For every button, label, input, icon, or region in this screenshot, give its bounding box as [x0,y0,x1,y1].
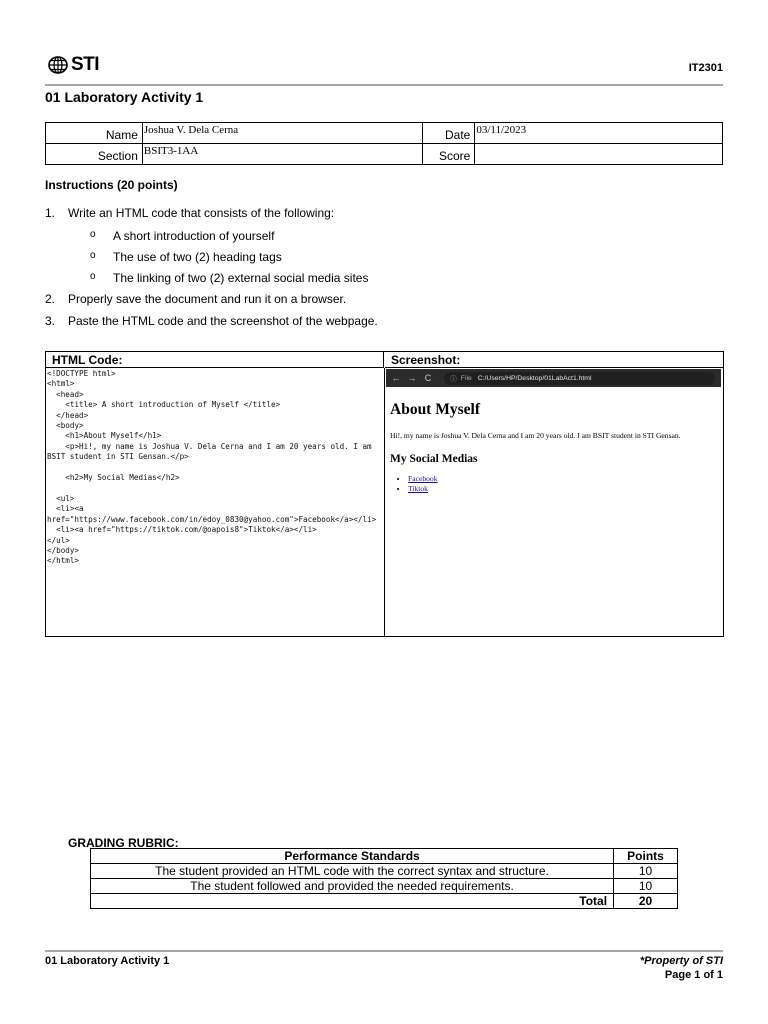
html-code-listing: <!DOCTYPE html> <html> <head> <title> A short introduction of Myself </title> </head> <body> <h1>About Myself</h1> <p>Hi!, my name is Joshua V. Dela Cerna and I am 20 years old. I am BSIT student in STI Gensan.</p> <h2>My Social Medias</h2> <ul> <li><a href="https://www.facebook.com/in/edoy_0830@yahoo.com">Facebook</a></li> <li><a href="https://tiktok.com/@oapois8">Tiktok</a></li> </ul> </body> </html> [47,369,377,566]
table-row [91,879,678,894]
score-label: Score [423,144,475,165]
page-paragraph: Hi!, my name is Joshua V. Dela Cerna and I am 20 years old. I am BSIT student in STI Gensan. [390,431,681,440]
forward-arrow-icon: → [407,373,417,383]
name-value: Joshua V. Dela Cerna [142,123,423,144]
col-header-points: Points [614,849,678,864]
back-arrow-icon: ← [391,373,401,383]
total-value: 20 [614,894,678,909]
page-subheading: My Social Medias [390,453,478,465]
reload-icon: C [424,373,432,383]
html-code-heading: HTML Code: [46,352,384,368]
bullet-icon: o [90,229,96,240]
list-item [408,484,717,494]
document-title: 01 Laboratory Activity 1 [45,89,204,105]
bullet-icon: o [90,271,96,282]
section-value: BSIT3-1AA [142,144,423,165]
info-icon: ⓘ [450,376,457,383]
url-text: C:/Users/HP/Desktop/01LabAct1.html [477,374,592,382]
column-divider [384,368,385,636]
item-number: 1. [45,206,56,220]
tiktok-link: Tiktok [408,484,428,493]
header-rule [45,84,723,86]
name-label: Name [46,123,143,144]
table-row [91,849,678,864]
item-text: The linking of two (2) external social media sites [113,271,369,285]
rubric-heading: GRADING RUBRIC: [68,836,179,850]
file-label: File [460,374,472,382]
footer-rule [45,950,723,952]
sti-logo [48,54,99,76]
total-label: Total [91,894,614,909]
item-text: The use of two (2) heading tags [113,250,282,264]
screenshot-heading: Screenshot: [385,352,723,368]
browser-screenshot [386,369,721,634]
col-header-standards: Performance Standards [91,849,614,864]
page-heading: About Myself [390,401,480,418]
item-text: Properly save the document and run it on a browser. [68,292,347,306]
facebook-link: Facebook [408,474,438,483]
item-text: A short introduction of yourself [113,229,275,243]
browser-toolbar [386,369,721,387]
logo-text: STI [71,54,100,75]
page-number: Page 1 of 1 [664,969,723,981]
footer-title: 01 Laboratory Activity 1 [45,955,170,967]
item-number: 2. [45,292,56,306]
grading-rubric-table [90,848,678,909]
rendered-page [386,401,721,494]
points-cell: 10 [614,864,678,879]
score-value [475,144,723,165]
points-cell: 10 [614,879,678,894]
social-links-list [390,474,717,494]
date-value: 03/11/2023 [475,123,723,144]
instructions-heading: Instructions (20 points) [45,178,178,192]
standard-cell: The student followed and provided the needed requirements. [91,879,614,894]
item-number: 3. [45,314,56,328]
section-label: Section [46,144,143,165]
property-notice: *Property of STI [639,955,723,967]
student-info-table [45,122,723,165]
standard-cell: The student provided an HTML code with the correct syntax and structure. [91,864,614,879]
code-screenshot-box [45,351,724,637]
list-item [408,474,717,484]
item-text: Write an HTML code that consists of the following: [68,206,335,220]
date-label: Date [423,123,475,144]
bullet-icon: o [90,250,96,261]
course-code: IT2301 [688,62,723,74]
table-row [91,864,678,879]
sti-globe-icon [48,56,68,74]
address-bar [444,372,715,385]
item-text: Paste the HTML code and the screenshot of the webpage. [68,314,378,328]
table-row [91,894,678,909]
